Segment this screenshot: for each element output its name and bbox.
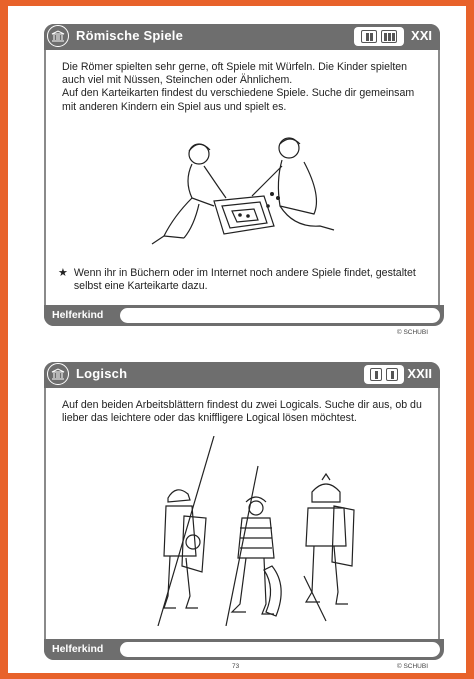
card-header (44, 24, 440, 50)
card-logisch (44, 362, 440, 660)
copyright-text: © SCHUBI (396, 663, 428, 670)
temple-icon (47, 25, 69, 47)
helper-label: Helferkind (52, 643, 104, 655)
card-number: XXI (411, 28, 432, 43)
page-number: 73 (232, 663, 240, 670)
card-footer (44, 305, 444, 326)
card-number: XXII (407, 366, 432, 381)
individual-work-icon (364, 365, 404, 384)
instruction-paragraph: Die Römer spielten sehr gerne, oft Spiele mit Würfeln. Die Kinder spielten auch viel mit Nüssen, Steinchen oder Ähnlichem. (62, 61, 408, 87)
star-note-text: Wenn ihr in Büchern oder im Internet noch andere Spiele findet, gestaltet selbst eine Karteikarte dazu. (73, 267, 416, 293)
group-work-icon (354, 27, 404, 46)
card-roemische-spiele (44, 24, 440, 326)
star-icon: ★ (58, 267, 68, 279)
card-title: Römische Spiele (76, 28, 184, 43)
card-header (44, 362, 440, 388)
children-playing-illustration (144, 126, 344, 256)
worksheet-page (8, 6, 466, 673)
card-footer (44, 639, 444, 660)
helper-label: Helferkind (52, 309, 104, 321)
card-instructions (62, 399, 426, 425)
helper-name-field[interactable] (120, 642, 440, 657)
copyright-text: © SCHUBI (396, 329, 428, 336)
instruction-paragraph: Auf den beiden Arbeitsblättern findest du zwei Logicals. Suche dir aus, ob du lieber das leichtere oder das kniffligere Logical lösen möchtest. (62, 399, 422, 425)
temple-icon (47, 363, 69, 385)
helper-name-field[interactable] (120, 308, 440, 323)
instruction-paragraph: Auf den Karteikarten findest du verschiedene Spiele. Suche dir gemeinsam mit anderen Kindern ein Spiel aus und spielt es. (62, 87, 415, 113)
roman-soldiers-illustration (136, 436, 356, 626)
star-note (58, 267, 428, 293)
card-title: Logisch (76, 366, 128, 381)
card-instructions (62, 61, 426, 114)
